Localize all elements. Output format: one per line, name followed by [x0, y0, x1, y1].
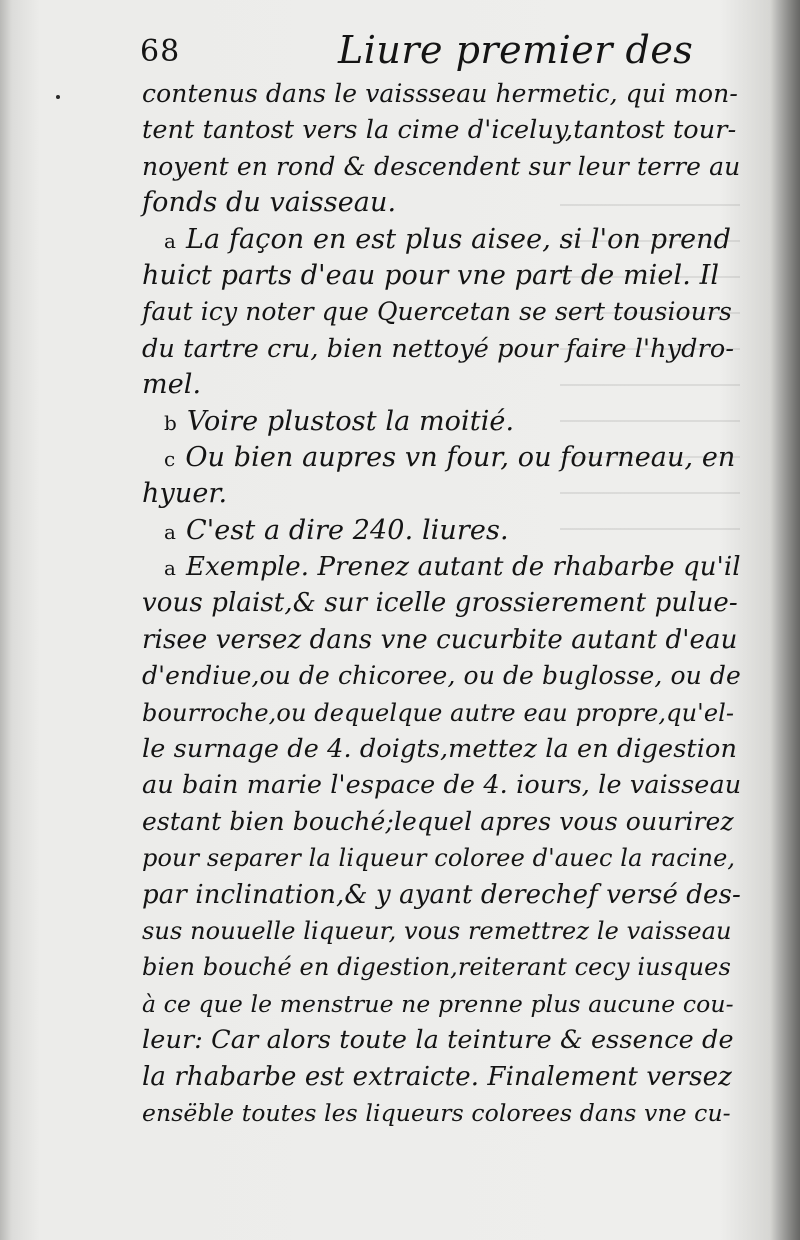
text-line: [142, 476, 742, 512]
line-text: Ou bien aupres vn four, ou fourneau, en: [185, 441, 736, 473]
text-line: [142, 658, 742, 694]
text-line: [142, 367, 742, 403]
text-line: [142, 986, 742, 1022]
line-text: mel.: [142, 369, 202, 401]
text-line: [142, 767, 742, 803]
text-line: [142, 258, 742, 294]
line-text: tent tantost vers la cime d'iceluy,tantost tour-: [142, 115, 737, 146]
line-text: hyuer.: [142, 478, 228, 510]
line-text: fonds du vaisseau.: [142, 187, 397, 219]
line-text: bien bouché en digestion,reiterant cecy iusques: [142, 953, 731, 982]
line-text: par inclination,& y ayant derechef versé des-: [142, 879, 741, 910]
text-line: [142, 913, 742, 949]
line-text: La façon en est plus aisee, si l'on prend: [186, 223, 732, 255]
line-text: sus nouuelle liqueur, vous remettrez le vaisseau: [142, 916, 732, 945]
text-line: [142, 949, 742, 985]
line-text: C'est a dire 240. liures.: [186, 514, 509, 546]
body-text: [142, 76, 742, 1131]
text-line: [142, 440, 742, 476]
line-text: du tartre cru, bien nettoyé pour faire l'hydro-: [142, 333, 735, 364]
line-text: noyent en rond & descendent sur leur terre au: [142, 151, 741, 181]
text-line: [142, 331, 742, 367]
line-text: le surnage de 4. doigts,mettez la en digestion: [142, 734, 737, 765]
line-text: Voire plustost la moitié.: [186, 405, 515, 437]
line-text: à ce que le menstrue ne prenne plus aucune cou-: [142, 989, 734, 1018]
text-line: [142, 1022, 742, 1058]
line-text: d'endiue,ou de chicoree, ou de buglosse, ou de: [142, 661, 741, 691]
text-line: [142, 149, 742, 185]
text-line: [142, 513, 742, 549]
line-text: Exemple. Prenez autant de rhabarbe qu'il: [186, 552, 741, 583]
line-text: pour separer la liqueur coloree d'auec la racine,: [142, 844, 736, 873]
note-marker: a: [164, 519, 177, 544]
line-text: la rhabarbe est extraicte. Finalement versez: [142, 1061, 732, 1092]
line-text: au bain marie l'espace de 4. iours, le vaisseau: [142, 770, 742, 801]
text-line: [142, 76, 742, 112]
line-text: bourroche,ou dequelque autre eau propre,qu'el-: [142, 698, 735, 727]
text-line: [142, 804, 742, 840]
text-line: [142, 222, 742, 258]
line-text: huict parts d'eau pour vne part de miel. Il: [142, 259, 720, 291]
note-marker: b: [164, 410, 177, 435]
note-marker: a: [164, 228, 177, 253]
text-line: [142, 1095, 742, 1131]
line-text: contenus dans le vaissseau hermetic, qui mon-: [142, 79, 738, 108]
text-line: [142, 585, 742, 621]
line-text: risee versez dans vne cucurbite autant d'eau: [142, 624, 738, 655]
text-line: [142, 1059, 742, 1095]
text-line: [142, 731, 742, 767]
text-line: [142, 877, 742, 913]
note-marker: a: [164, 556, 177, 581]
line-text: leur: Car alors toute la teinture & essence de: [142, 1025, 734, 1056]
line-text: estant bien bouché;lequel apres vous ouurirez: [142, 806, 734, 836]
text-line: [142, 695, 742, 731]
note-marker: c: [164, 446, 176, 471]
margin-mark: [56, 95, 60, 99]
text-line: [142, 112, 742, 148]
text-line: [142, 622, 742, 658]
line-text: vous plaist,& sur icelle grossierement pulue-: [142, 588, 738, 619]
text-line: [142, 549, 742, 585]
line-text: faut icy noter que Quercetan se sert tousiours: [142, 297, 732, 327]
line-text: ensëble toutes les liqueurs colorees dans vne cu-: [142, 1098, 731, 1127]
running-title: Liure premier des: [338, 28, 694, 72]
page-number: 68: [140, 34, 181, 69]
page-edge-shadow: [770, 0, 800, 1240]
text-line: [142, 840, 742, 876]
text-line: [142, 185, 742, 221]
text-line: [142, 294, 742, 330]
text-line: [142, 404, 742, 440]
